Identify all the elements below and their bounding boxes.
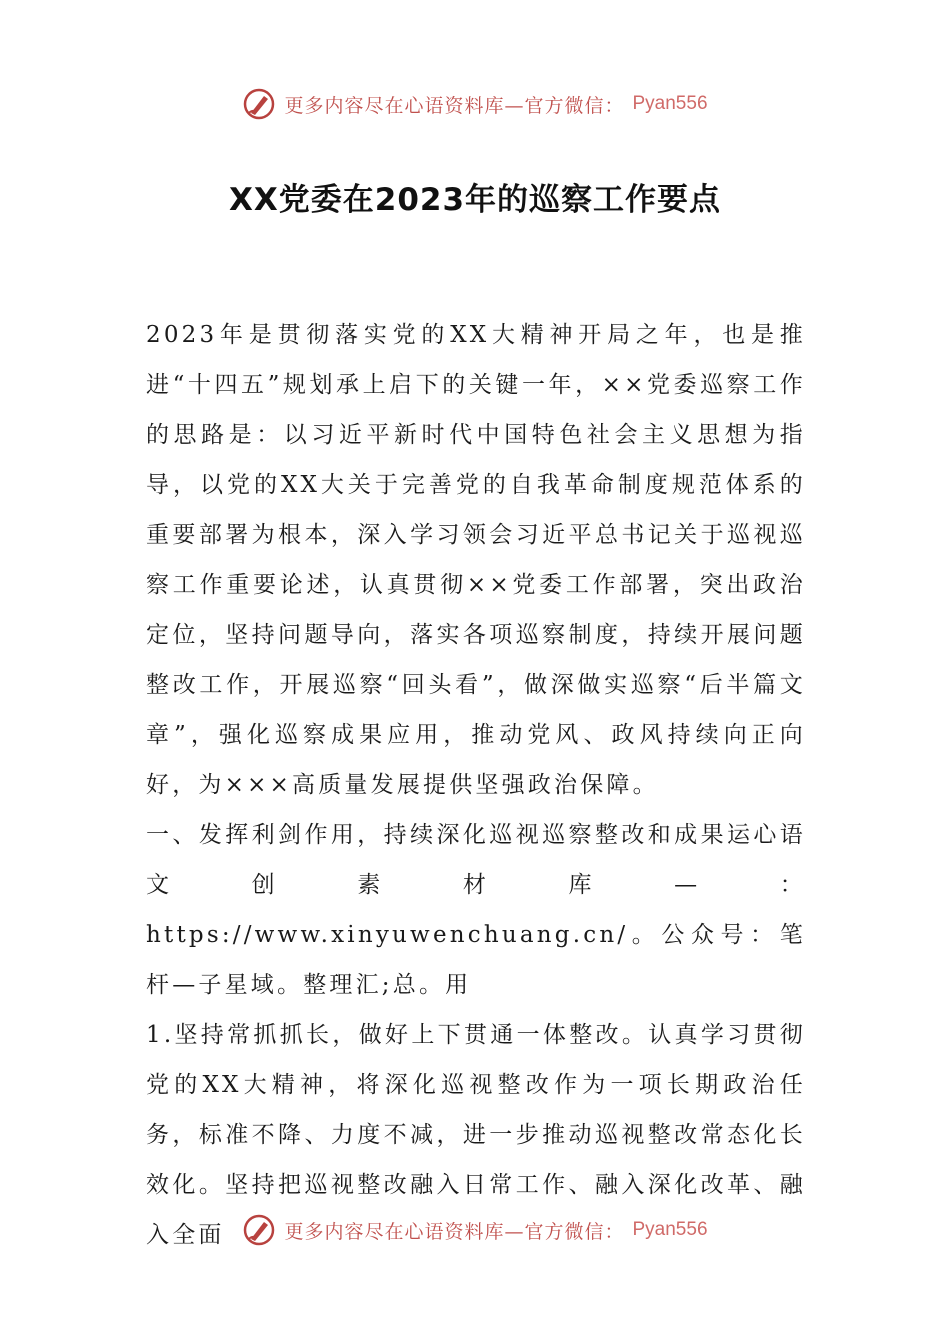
- paragraph-intro: 2023年是贯彻落实党的XX大精神开局之年，也是推进“十四五”规划承上启下的关键一年，××党委巡察工作的思路是：以习近平新时代中国特色社会主义思想为指导，以党的XX大关于完善党的自我革命制度规范体系的重要部署为根本，深入学习领会习近平总书记关于巡视巡察工作重要论述，认真贯彻××党委工作部署，突出政治定位，坚持问题导向，落实各项巡察制度，持续开展问题整改工作，开展巡察“回头看”，做深做实巡察“后半篇文章”，强化巡察成果应用，推动党风、政风持续向正向好，为×××高质量发展提供坚强政治保障。: [146, 322, 806, 798]
- banner-wechat-id: Pyan556: [632, 1219, 708, 1240]
- banner-site-text: 更多内容尽在心语资料库—官方微信：: [284, 1220, 625, 1243]
- document-title: XX党委在2023年的巡察工作要点: [228, 182, 722, 218]
- paragraph-point-1: 1.坚持常抓抓长，做好上下贯通一体整改。认真学习贯彻党的XX大精神，将深化巡视整改作为一项长期政治任务，标准不降、力度不减，进一步推动巡视整改常态化长效化。坚持把巡视整改融入日常工作、融入深化改革、融入全面: [146, 1022, 806, 1248]
- pen-nib-logo-icon: [242, 87, 276, 121]
- banner-wechat-id: Pyan556: [632, 93, 708, 114]
- footer-banner: [0, 1210, 950, 1250]
- pen-nib-logo-icon: [242, 1213, 276, 1247]
- banner-site-text: 更多内容尽在心语资料库—官方微信：: [284, 94, 625, 117]
- document-body: [146, 310, 806, 1260]
- header-banner: [0, 84, 950, 124]
- paragraph-section-heading: 一、发挥利剑作用，持续深化巡视巡察整改和成果运心语文创素材库—：https://www.xinyuwenchuang.cn/。公众号：笔杆—子星域。整理汇;总。用: [146, 822, 806, 998]
